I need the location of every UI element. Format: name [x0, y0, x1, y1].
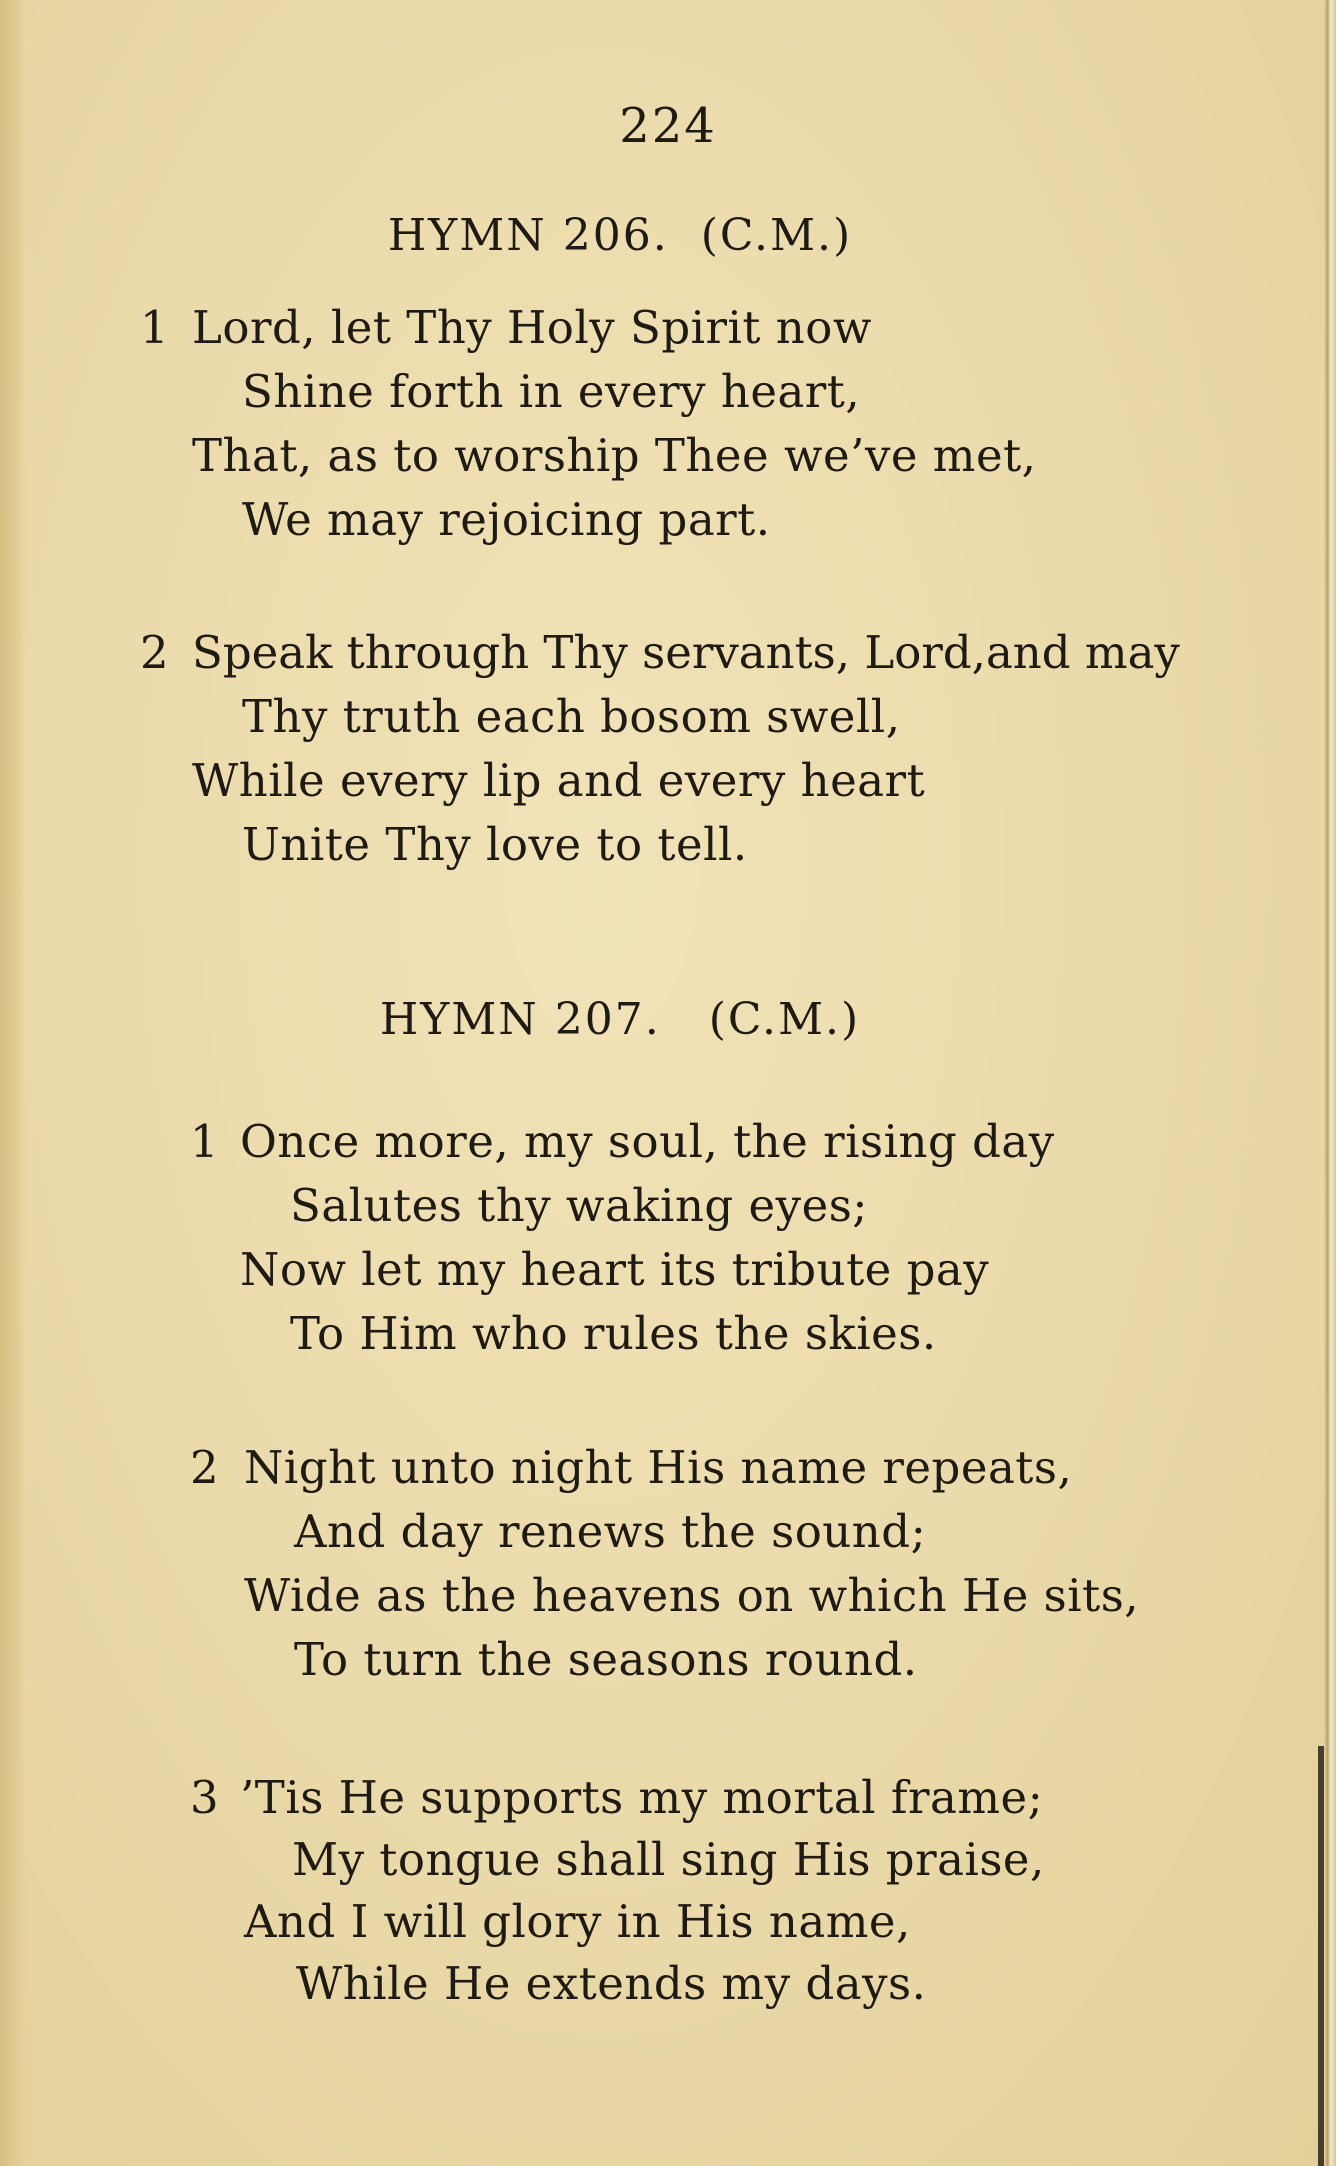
hymn-207-verse-1-line-1: Once more, my soul, the rising day — [240, 1115, 1055, 1168]
hymn-206-verse-2-line-4: Unite Thy love to tell. — [242, 818, 748, 871]
page-edge — [1324, 0, 1336, 2166]
hymn-206-verse-1-line-3: That, as to worship Thee we’ve met, — [192, 429, 1037, 482]
hymn-207-verse-2-line-1: Night unto night His name repeats, — [244, 1441, 1073, 1494]
hymn-206-verse-1-line-4: We may rejoicing part. — [242, 493, 771, 546]
hymn-206-title: HYMN 206. (C.M.) — [387, 210, 853, 261]
page-gutter-shadow — [0, 0, 26, 2166]
hymn-207-verse-2-line-2: And day renews the sound; — [294, 1505, 927, 1558]
hymn-207-verse-1-number: 1 — [190, 1115, 220, 1168]
hymn-207-verse-2-line-3: Wide as the heavens on which He sits, — [244, 1569, 1140, 1622]
hymn-206-verse-2-line-2: Thy truth each bosom swell, — [242, 690, 901, 743]
hymn-207-verse-2-number: 2 — [190, 1441, 220, 1494]
hymn-207-verse-3-line-4: While He extends my days. — [296, 1957, 927, 2010]
hymn-206-verse-1-line-2: Shine forth in every heart, — [242, 365, 861, 418]
hymn-207-verse-3-number: 3 — [190, 1771, 220, 1824]
hymn-207-verse-3-line-3: And I will glory in His name, — [244, 1895, 911, 1948]
hymn-206-verse-2-number: 2 — [140, 626, 170, 679]
hymn-207-verse-1-line-2: Salutes thy waking eyes; — [290, 1179, 868, 1232]
hymn-206-verse-1-number: 1 — [140, 301, 170, 354]
hymn-207-verse-2-line-4: To turn the seasons round. — [294, 1633, 918, 1686]
hymn-207-title: HYMN 207. (C.M.) — [379, 994, 861, 1045]
page-edge-shadow — [1318, 1746, 1324, 2166]
hymn-206-verse-2-line-3: While every lip and every heart — [192, 754, 926, 807]
hymn-207-verse-3-line-2: My tongue shall sing His praise, — [292, 1833, 1045, 1886]
hymn-207-verse-1-line-4: To Him who rules the skies. — [290, 1307, 937, 1360]
hymn-206-verse-2-line-1: Speak through Thy servants, Lord,and may — [192, 626, 1180, 679]
page-number: 224 — [619, 98, 717, 154]
hymn-206-verse-1-line-1: Lord, let Thy Holy Spirit now — [192, 301, 872, 354]
hymn-207-verse-3-line-1: ’Tis He supports my mortal frame; — [240, 1771, 1044, 1824]
hymn-207-verse-1-line-3: Now let my heart its tribute pay — [240, 1243, 990, 1296]
